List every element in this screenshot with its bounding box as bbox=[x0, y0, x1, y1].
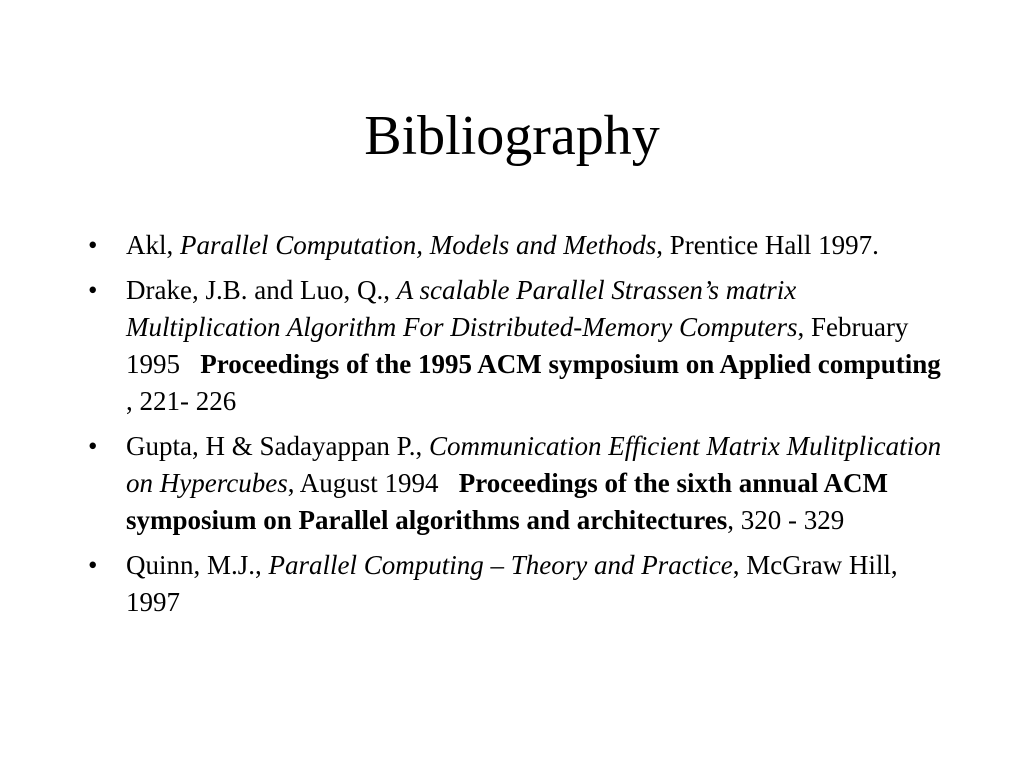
entry-pages: , 320 - 329 bbox=[727, 505, 845, 535]
entry-work-title: Parallel Computation, Models and Methods bbox=[180, 230, 657, 260]
entry-venue: Proceedings of the sixth annual ACM symposium on Parallel algorithms and architectures bbox=[126, 468, 889, 535]
entry-author: Gupta, H & Sadayappan P., bbox=[126, 431, 429, 461]
entry-pages: , 221- 226 bbox=[126, 386, 237, 416]
bibliography-list bbox=[88, 227, 948, 629]
entry-date: , August 1994 bbox=[287, 468, 439, 498]
bibliography-entry-quinn bbox=[88, 547, 948, 621]
entry-date: , February 1995 bbox=[126, 312, 909, 379]
slide-title: Bibliography bbox=[364, 105, 660, 167]
entry-author: Akl, bbox=[126, 230, 180, 260]
entry-work-title: A scalable Parallel Strassen’s matrix Multiplication Algorithm For Distributed-Memory Computers bbox=[126, 275, 798, 342]
bibliography-entry-akl bbox=[88, 227, 948, 264]
entry-author: Drake, J.B. and Luo, Q., bbox=[126, 275, 397, 305]
entry-publisher: , McGraw Hill, 1997 bbox=[126, 550, 898, 617]
bullet-icon: • bbox=[88, 275, 98, 305]
entry-publisher: , Prentice Hall 1997. bbox=[656, 230, 879, 260]
bullet-icon: • bbox=[88, 550, 98, 580]
bullet-icon: • bbox=[88, 431, 98, 461]
bibliography-entry-drake bbox=[88, 272, 948, 420]
entry-work-title: Parallel Computing – Theory and Practice bbox=[268, 550, 733, 580]
entry-author: Quinn, M.J., bbox=[126, 550, 269, 580]
bibliography-entry-gupta bbox=[88, 428, 948, 539]
entry-venue: Proceedings of the 1995 ACM symposium on Applied computing bbox=[200, 349, 941, 379]
entry-work-title: Communication Efficient Matrix Mulitplication on Hypercubes bbox=[126, 431, 942, 498]
bullet-icon: • bbox=[88, 230, 98, 260]
